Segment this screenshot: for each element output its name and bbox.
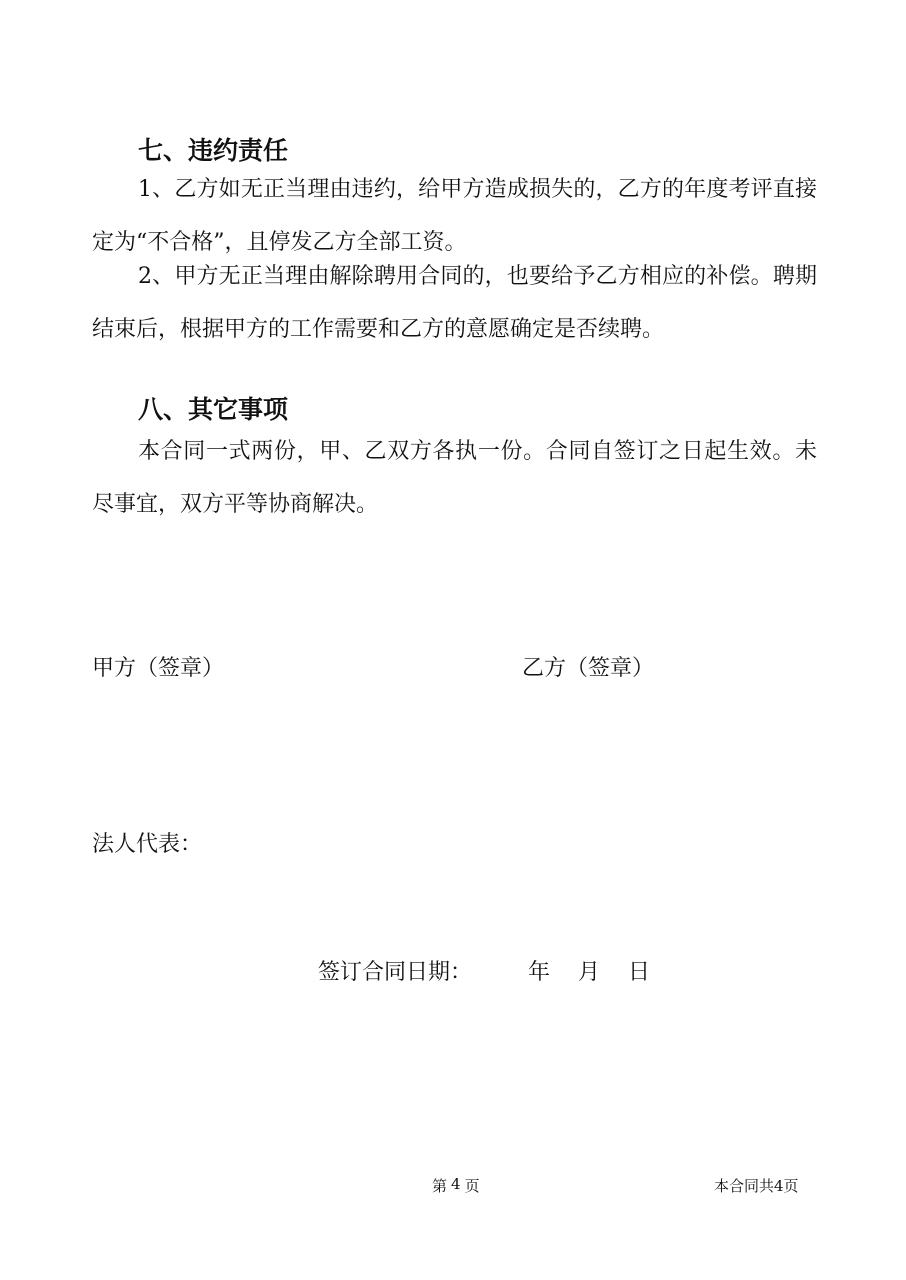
signing-date-label: 签订合同日期： <box>318 960 473 985</box>
section-8-paragraph-1: 本合同一式两份，甲、乙双方各执一份。合同自签订之日起生效。未尽事宜，双方平等协商解决。 <box>92 439 817 517</box>
page-number-footer <box>432 1176 480 1196</box>
legal-representative-label: 法人代表： <box>92 832 203 857</box>
signing-date-row <box>318 958 650 988</box>
date-day-label: 日 <box>628 960 651 985</box>
date-month-label: 月 <box>578 960 601 985</box>
total-pages-footer: 本合同共4页 <box>714 1177 799 1195</box>
section-7-paragraph-1: 1、乙方如无正当理由违约，给甲方造成损失的，乙方的年度考评直接定为“不合格”，且停发乙方全部工资。 <box>92 177 817 255</box>
section-7-heading: 七、违约责任 <box>138 136 289 165</box>
page-number: 4 <box>451 1175 461 1193</box>
page-number-prefix: 第 <box>432 1177 448 1195</box>
section-8-heading: 八、其它事项 <box>138 395 289 424</box>
page-number-suffix: 页 <box>464 1177 480 1195</box>
party-a-signature-label: 甲方（签章） <box>92 656 225 681</box>
date-year-label: 年 <box>528 960 551 985</box>
party-b-signature-label: 乙方（签章） <box>522 656 655 681</box>
section-7-paragraph-2: 2、甲方无正当理由解除聘用合同的，也要给予乙方相应的补偿。聘期结束后，根据甲方的工作需要和乙方的意愿确定是否续聘。 <box>92 264 817 342</box>
